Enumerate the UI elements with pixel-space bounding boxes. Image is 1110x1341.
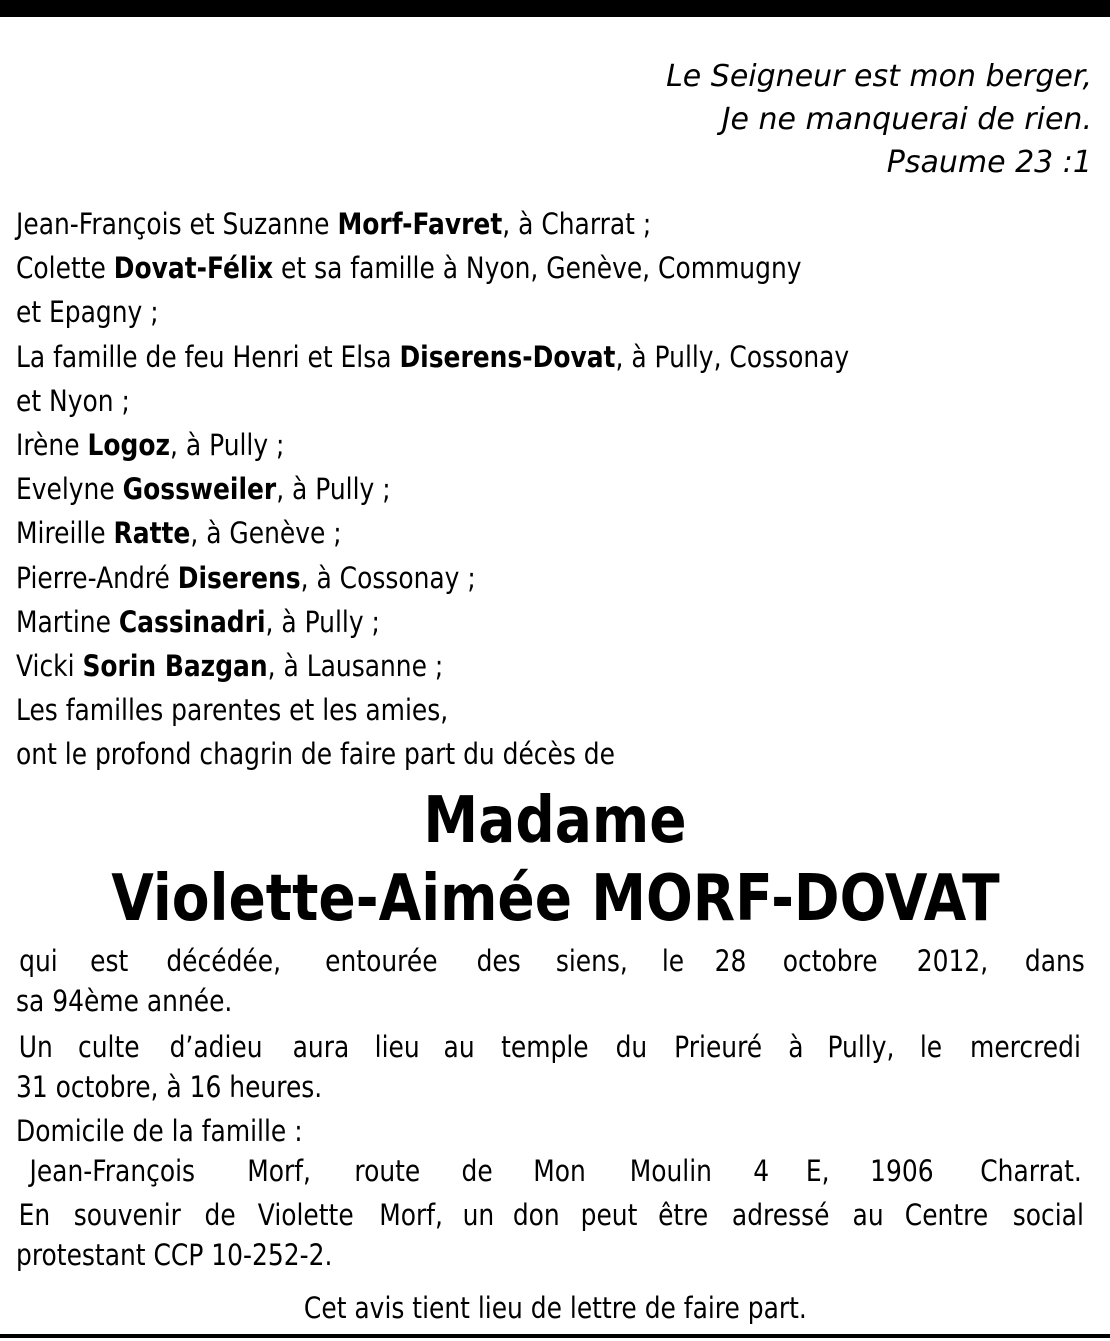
family-surname: Diserens-Dovat <box>399 339 616 374</box>
family-line <box>16 646 443 686</box>
family-surname: Morf-Favret <box>337 207 503 241</box>
verse-line-2: Je ne manquerai de rien. <box>721 102 1092 137</box>
family-line <box>16 248 802 288</box>
closing-note: Cet avis tient lieu de lettre de faire part. <box>303 1291 807 1325</box>
family-line-text: Pierre-André <box>16 560 178 595</box>
death-line-2: sa 94ème année. <box>16 984 233 1018</box>
word: souvenir <box>73 1198 181 1232</box>
family-location: , à Pully ; <box>170 428 285 462</box>
closing-note-block <box>0 1288 1110 1328</box>
family-line-text: Irène <box>16 428 88 462</box>
verse-reference: Psaume 23 :1 <box>886 145 1092 180</box>
service-line-1 <box>16 1027 1090 1067</box>
family-surname: Diserens <box>177 560 301 595</box>
word: à <box>788 1030 804 1064</box>
word: lieu <box>374 1030 420 1064</box>
family-location: , à Genève ; <box>190 516 342 551</box>
family-line <box>16 690 448 730</box>
word: entourée <box>325 944 438 978</box>
family-line <box>16 513 342 553</box>
word: E, <box>805 1154 830 1188</box>
family-location: , à Charrat ; <box>502 207 652 241</box>
donation-line-2: protestant CCP 10-252-2. <box>16 1238 333 1272</box>
family-line-text: Vicki <box>16 649 83 683</box>
verse-line-1: Le Seigneur est mon berger, <box>666 59 1092 94</box>
word: peut <box>580 1198 637 1232</box>
word: le <box>919 1030 942 1064</box>
family-line-text: et Epagny ; <box>16 295 159 330</box>
word: dans <box>1025 944 1085 978</box>
family-location: , à Pully ; <box>265 604 380 639</box>
deceased-name-block <box>0 864 1110 934</box>
word: aura <box>292 1030 349 1064</box>
word: route <box>354 1154 421 1188</box>
family-line-text: Martine <box>16 604 119 639</box>
family-line-text: La famille de feu Henri et Elsa <box>16 339 400 374</box>
service-line-2: 31 octobre, à 16 heures. <box>16 1070 323 1104</box>
family-line-text: et Nyon ; <box>16 383 130 418</box>
word: le <box>661 944 685 978</box>
word: En <box>18 1198 51 1232</box>
word: temple <box>501 1030 589 1064</box>
word: un <box>462 1198 495 1232</box>
domicile-label: Domicile de la famille : <box>16 1114 303 1148</box>
word: Un <box>18 1030 53 1064</box>
bible-verse <box>666 55 1092 184</box>
word: 28 <box>714 944 747 978</box>
word: 1906 <box>869 1154 934 1188</box>
word: être <box>657 1198 708 1232</box>
death-announcement <box>16 941 1090 1021</box>
word: Centre <box>904 1198 989 1232</box>
donation-line-1 <box>16 1195 1090 1235</box>
word: du <box>615 1030 648 1064</box>
word: octobre <box>782 944 878 978</box>
family-location: , à Pully, Cossonay <box>615 339 850 374</box>
family-surname: Dovat-Félix <box>113 251 274 286</box>
deceased-honorific: Madame <box>423 784 687 858</box>
family-line <box>16 425 284 465</box>
family-location: , à Lausanne ; <box>267 649 444 683</box>
domicile-section <box>16 1111 1090 1191</box>
word: 2012, <box>916 944 989 978</box>
word: au <box>852 1198 884 1232</box>
domicile-address <box>16 1151 1090 1191</box>
word: 4 <box>753 1154 770 1188</box>
word: des <box>476 944 521 978</box>
word: Mon <box>532 1154 586 1188</box>
family-surname: Cassinadri <box>118 604 266 639</box>
word: social <box>1012 1198 1085 1232</box>
word: est <box>89 944 129 978</box>
family-line-text: ont le profond chagrin de faire part du décès de <box>16 737 615 772</box>
deceased-name: Violette-Aimée MORF-DOVAT <box>110 862 1000 936</box>
family-line <box>16 734 615 774</box>
family-line-text: Jean-François et Suzanne <box>16 207 338 241</box>
word: Violette <box>257 1198 354 1232</box>
word: mercredi <box>969 1030 1081 1064</box>
word: don <box>512 1198 560 1232</box>
family-line-text: Les familles parentes et les amies, <box>16 693 449 728</box>
family-surname: Ratte <box>113 516 191 551</box>
word: au <box>443 1030 475 1064</box>
family-line-text: Evelyne <box>16 472 123 507</box>
word: culte <box>78 1030 140 1064</box>
top-rule <box>0 0 1110 17</box>
donation-section <box>16 1195 1090 1275</box>
bottom-rule <box>0 1334 1110 1338</box>
word: siens, <box>556 944 629 978</box>
family-surname: Sorin Bazgan <box>82 649 268 683</box>
word: Prieuré <box>674 1030 763 1064</box>
family-line-text: Colette <box>16 251 114 286</box>
family-line <box>16 204 651 244</box>
service-announcement <box>16 1027 1090 1107</box>
family-line-text: Mireille <box>16 516 114 551</box>
word: de <box>204 1198 236 1232</box>
word: Charrat. <box>980 1154 1082 1188</box>
word: Morf, <box>378 1198 443 1232</box>
deceased-honorific-block <box>0 786 1110 856</box>
word: Moulin <box>629 1154 713 1188</box>
word: Pully, <box>827 1030 895 1064</box>
family-surname: Logoz <box>87 428 171 462</box>
family-line <box>16 337 849 377</box>
word: d’adieu <box>169 1030 263 1064</box>
family-line <box>16 602 380 642</box>
word: Morf, <box>247 1154 311 1188</box>
family-line <box>16 381 130 421</box>
word: Jean-François <box>29 1154 196 1188</box>
word: de <box>461 1154 493 1188</box>
family-surname: Gossweiler <box>122 472 277 507</box>
word: qui <box>19 944 58 978</box>
death-line-1 <box>16 941 1090 981</box>
family-location: , à Pully ; <box>276 472 391 507</box>
family-location: et sa famille à Nyon, Genève, Commugny <box>273 251 802 286</box>
family-location: , à Cossonay ; <box>300 560 476 595</box>
word: adressé <box>732 1198 830 1232</box>
family-line <box>16 469 391 509</box>
family-line <box>16 292 159 332</box>
word: décédée, <box>166 944 282 978</box>
family-line <box>16 558 476 598</box>
